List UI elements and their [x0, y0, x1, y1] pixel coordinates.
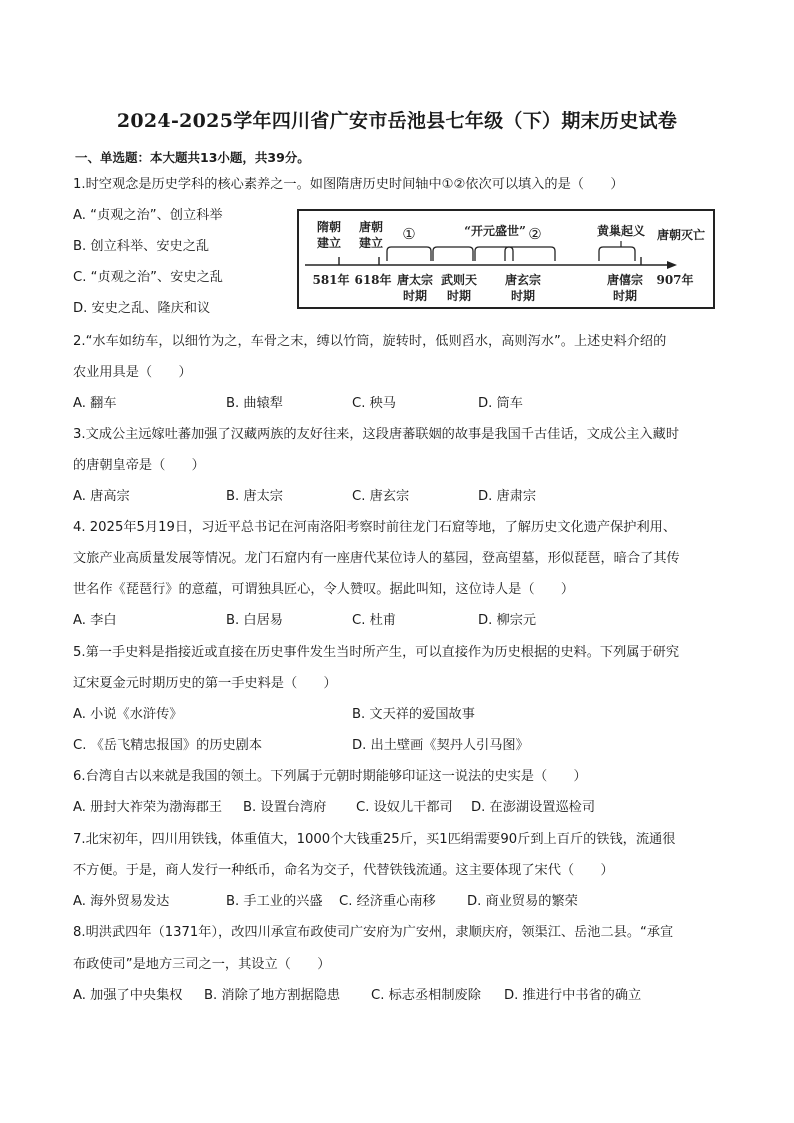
label-907: 907年 — [656, 273, 694, 287]
section-heading: 一、单选题：本大题共13小题，共39分。 — [75, 150, 310, 165]
q5-option-b: B. 文天祥的爱国故事 — [352, 707, 475, 722]
label-tang-founded-2: 建立 — [358, 236, 384, 250]
q7-stem-line2: 不方便。于是，商人发行一种纸币，命名为交子，代替铁钱流通。这主要体现了宋代（ ） — [73, 863, 614, 878]
q4-option-d: D. 柳宗元 — [478, 613, 537, 628]
q4-option-b: B. 白居易 — [226, 613, 283, 628]
label-taizong-1: 唐太宗 — [396, 273, 434, 287]
q8-option-d: D. 推进行中书省的确立 — [504, 988, 642, 1003]
q4-stem-line1: 4. 2025年5月19日，习近平总书记在河南洛阳考察时前往龙门石窟等地，了解历史文化遗产保护利用、 — [73, 520, 677, 535]
q6-option-d: D. 在澎湖设置巡检司 — [471, 800, 596, 815]
brace-wuzetian — [433, 247, 473, 261]
brace-xizong — [599, 247, 635, 261]
q4-option-c: C. 杜甫 — [352, 613, 396, 628]
label-xizong-2: 时期 — [612, 289, 638, 303]
q8-stem-line2: 布政使司”是地方三司之一，其设立（ ） — [73, 957, 331, 972]
q1-option-d: D. 安史之乱、隆庆和议 — [73, 301, 211, 316]
q2-stem-line1: 2.“水车如纺车，以细竹为之，车骨之末，缚以竹筒，旋转时，低则舀水，高则泻水”。上述史料介绍的 — [73, 334, 667, 349]
q1-stem: 1.时空观念是历史学科的核心素养之一。如图隋唐历史时间轴中①②依次可以填入的是（ ） — [73, 177, 624, 192]
q7-option-a: A. 海外贸易发达 — [73, 894, 170, 909]
q4-stem-line3: 世名作《琵琶行》的意蕴，可谓独具匠心，令人赞叹。据此叫知，这位诗人是（ ） — [73, 582, 575, 597]
q8-option-b: B. 消除了地方割据隐患 — [204, 988, 341, 1003]
q2-stem-line2: 农业用具是（ ） — [73, 365, 192, 380]
q5-option-d: D. 出土壁画《契丹人引马图》 — [352, 738, 529, 753]
q7-option-b: B. 手工业的兴盛 — [226, 894, 323, 909]
q7-option-d: D. 商业贸易的繁荣 — [467, 894, 578, 909]
q5-option-a: A. 小说《水浒传》 — [73, 707, 183, 722]
marker-1: ① — [402, 225, 416, 243]
q1-option-c: C. “贞观之治”、安史之乱 — [73, 270, 223, 285]
q4-stem-line2: 文旅产业高质量发展等情况。龙门石窟内有一座唐代某位诗人的墓园，登高望墓，形似琵琶，暗合了其传 — [73, 551, 680, 566]
brace-taizong — [387, 247, 431, 261]
label-huangchao: 黄巢起义 — [596, 224, 646, 238]
label-kaiyuan: “开元盛世” — [464, 224, 526, 238]
q3-stem-line2: 的唐朝皇帝是（ ） — [73, 458, 205, 473]
label-taizong-2: 时期 — [402, 289, 428, 303]
q6-option-a: A. 册封大祚荣为渤海郡王 — [73, 800, 223, 815]
label-tang-founded-1: 唐朝 — [358, 220, 384, 234]
page-title: 2024-2025学年四川省广安市岳池县七年级（下）期末历史试卷 — [116, 110, 678, 132]
q2-option-c: C. 秧马 — [352, 396, 396, 411]
label-xizong-1: 唐僖宗 — [606, 273, 644, 287]
label-wuzetian-1: 武则天 — [440, 273, 478, 287]
q3-option-c: C. 唐玄宗 — [352, 489, 410, 504]
q6-option-c: C. 设奴儿干都司 — [356, 800, 453, 815]
timeline-figure — [297, 209, 715, 309]
q3-option-a: A. 唐高宗 — [73, 489, 130, 504]
label-tang-fall: 唐朝灭亡 — [656, 228, 706, 242]
q6-option-b: B. 设置台湾府 — [243, 800, 327, 815]
q8-option-a: A. 加强了中央集权 — [73, 988, 183, 1003]
q3-option-b: B. 唐太宗 — [226, 489, 283, 504]
q2-option-d: D. 筒车 — [478, 396, 523, 411]
q8-option-c: C. 标志丞相制废除 — [371, 988, 481, 1003]
timeline-arrow — [667, 261, 677, 269]
q3-option-d: D. 唐肃宗 — [478, 489, 537, 504]
q4-option-a: A. 李白 — [73, 613, 117, 628]
label-xuanzong-2: 时期 — [510, 289, 536, 303]
q7-stem-line1: 7.北宋初年，四川用铁钱，体重值大，1000个大钱重25斤，买1匹绢需要90斤到上百斤的铁钱，流通很 — [73, 832, 676, 847]
q5-option-c: C. 《岳飞精忠报国》的历史剧本 — [73, 738, 263, 753]
q5-stem-line2: 辽宋夏金元时期历史的第一手史料是（ ） — [73, 676, 337, 691]
label-sui-founded-2: 建立 — [316, 236, 342, 250]
label-xuanzong-1: 唐玄宗 — [504, 273, 542, 287]
q3-stem-line1: 3.文成公主远嫁吐蕃加强了汉藏两族的友好往来，这段唐蕃联姻的故事是我国千古佳话，文成公主入藏时 — [73, 427, 680, 442]
q8-stem-line1: 8.明洪武四年（1371年），改四川承宣布政使司广安府为广安州，隶顺庆府，领渠江、岳池二县。“承宣 — [73, 925, 674, 940]
q2-option-a: A. 翻车 — [73, 396, 117, 411]
q5-stem-line1: 5.第一手史料是指接近或直接在历史事件发生当时所产生，可以直接作为历史根据的史料。下列属于研究 — [73, 645, 680, 660]
q1-option-a: A. “贞观之治”、创立科举 — [73, 208, 223, 223]
label-wuzetian-2: 时期 — [446, 289, 472, 303]
q7-option-c: C. 经济重心南移 — [339, 894, 436, 909]
marker-2: ② — [528, 225, 542, 243]
label-618: 618年 — [354, 273, 392, 287]
label-sui-founded-1: 隋朝 — [316, 220, 342, 234]
q2-option-b: B. 曲辕犁 — [226, 396, 283, 411]
q6-stem: 6.台湾自古以来就是我国的领土。下列属于元朝时期能够印证这一说法的史实是（ ） — [73, 769, 587, 784]
brace-kaiyuan — [475, 247, 513, 261]
label-581: 581年 — [312, 273, 350, 287]
q1-option-b: B. 创立科举、安史之乱 — [73, 239, 210, 254]
